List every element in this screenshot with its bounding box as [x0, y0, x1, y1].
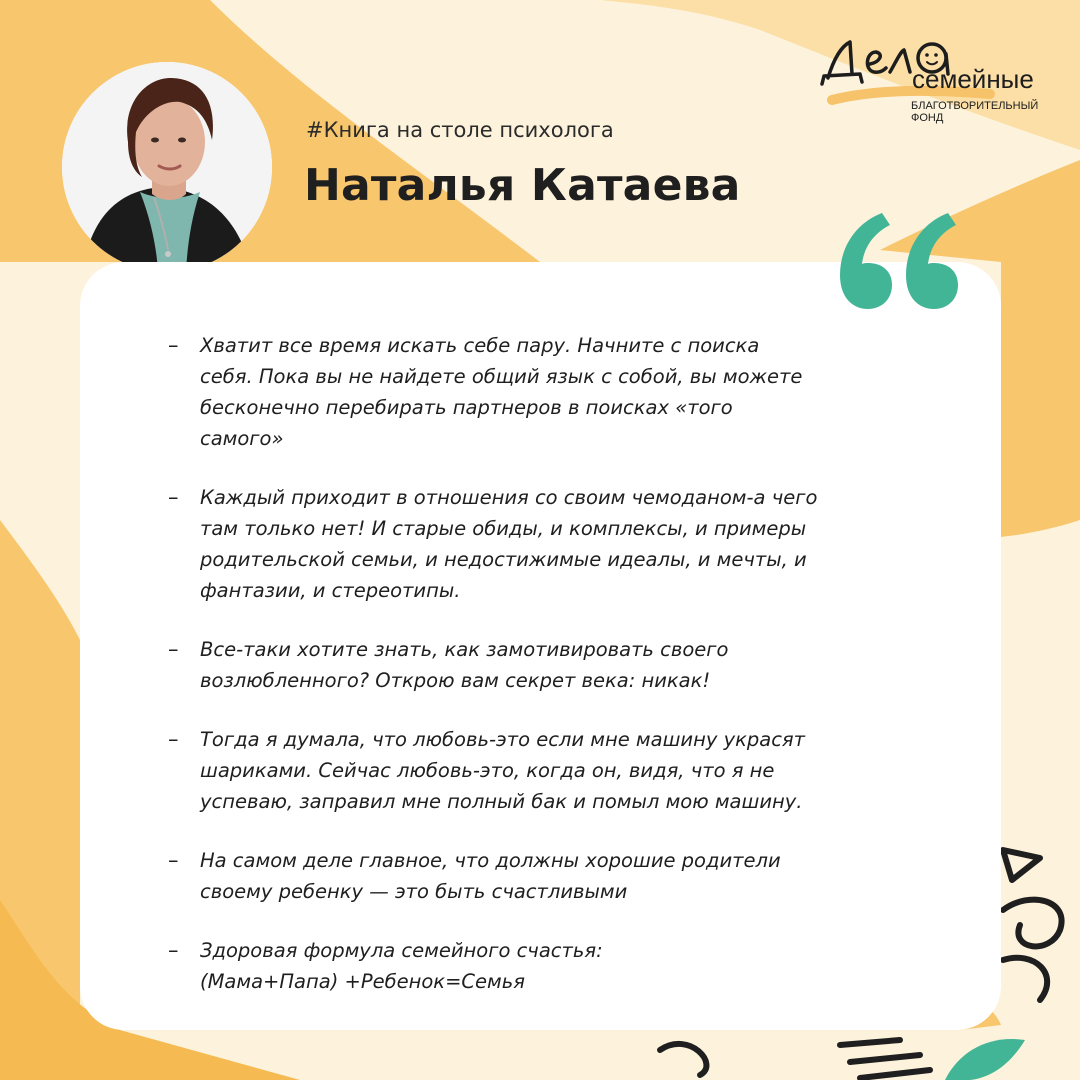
logo-subtitle-line2: ФОНД — [911, 112, 944, 124]
quote-text: Здоровая формула семейного счастья: (Мама+Папа) +Ребенок=Семья — [200, 939, 603, 993]
foundation-logo — [820, 28, 1060, 138]
quote-dash: – — [168, 333, 179, 357]
quote-text: На самом деле главное, что должны хорошие родители своему ребенку — это быть счастливыми — [200, 849, 781, 903]
quote-text: Хватит все время искать себе пару. Начните с поиска себя. Пока вы не найдете общий язык с собой, вы можете бесконечно перебирать партнеров в поисках «того самого» — [200, 334, 803, 450]
quote-item — [168, 935, 928, 997]
quotes-list — [168, 330, 928, 1025]
hashtag-label: #Книга на столе психолога — [306, 118, 614, 142]
psychologist-name: Наталья Катаева — [304, 160, 741, 211]
quote-item — [168, 724, 928, 817]
quote-item — [168, 845, 928, 907]
quote-dash: – — [168, 485, 179, 509]
quotation-mark-icon — [838, 213, 962, 311]
quote-text: Все-таки хотите знать, как замотивировать своего возлюбленного? Открою вам секрет века: никак! — [200, 638, 729, 692]
logo-word: семейные — [912, 64, 1034, 94]
logo-subtitle-line1: БЛАГОТВОРИТЕЛЬНЫЙ — [911, 100, 1039, 112]
quote-text: Тогда я думала, что любовь-это если мне машину украсят шариками. Сейчас любовь-это, когда он, видя, что я не успеваю, заправил мне полный бак и помыл мою машину. — [200, 728, 806, 813]
quote-dash: – — [168, 637, 179, 661]
quote-item — [168, 634, 928, 696]
quote-dash: – — [168, 727, 179, 751]
quote-item — [168, 482, 928, 606]
quote-text: Каждый приходит в отношения со своим чемоданом-а чего там только нет! И старые обиды, и комплексы, и примеры родительской семьи, и недостижимые идеалы, и мечты, и фантазии, и стереотипы. — [200, 486, 818, 602]
quote-dash: – — [168, 848, 179, 872]
psychologist-avatar — [62, 62, 272, 272]
quote-dash: – — [168, 938, 179, 962]
quote-item — [168, 330, 928, 454]
logo-subtitle — [911, 100, 1038, 124]
